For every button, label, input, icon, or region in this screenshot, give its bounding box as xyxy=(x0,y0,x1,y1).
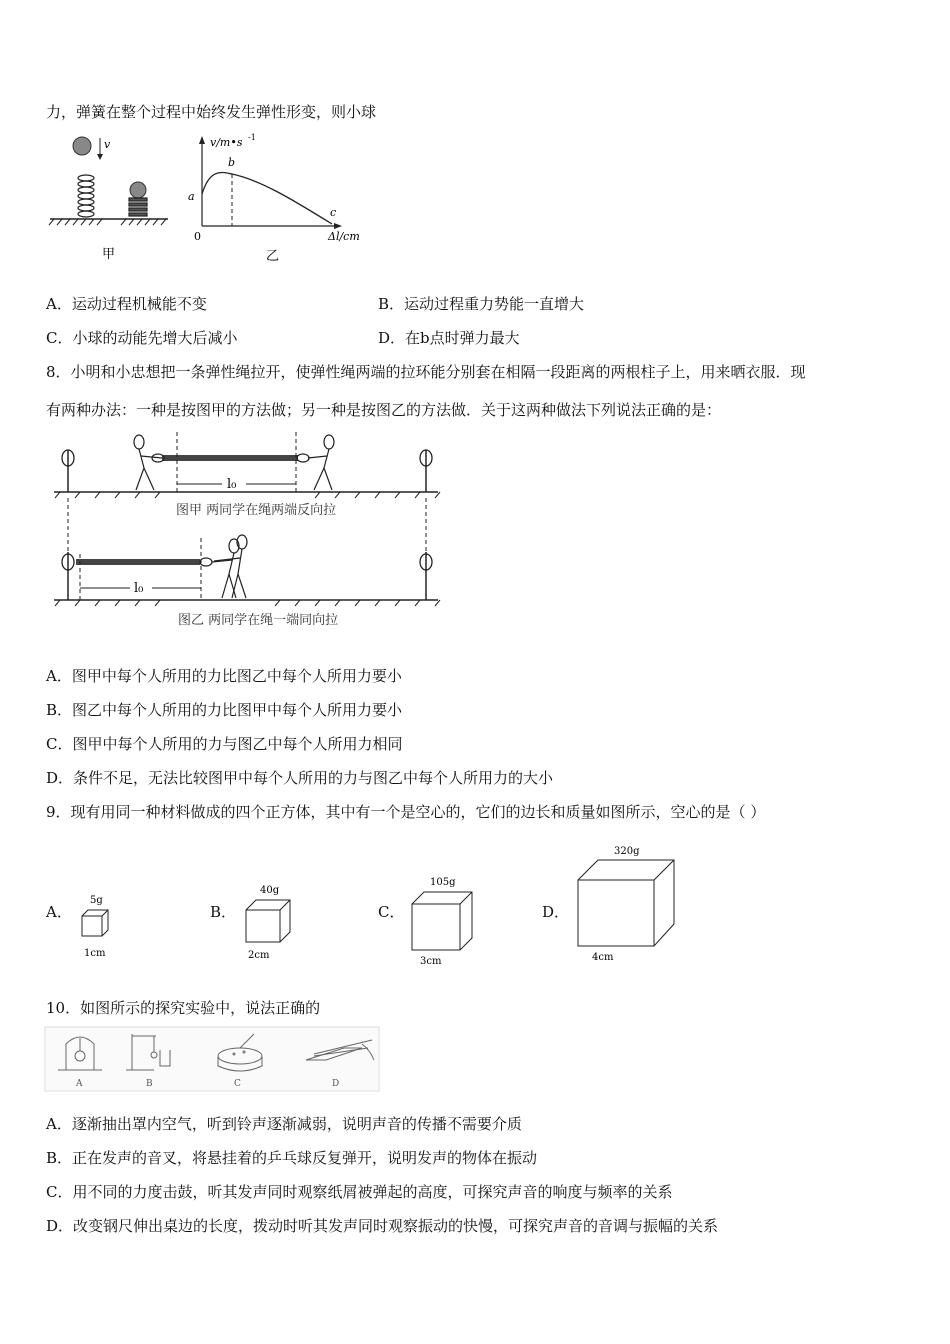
cube-c-edge: 3cm xyxy=(420,956,442,967)
figure-yi-scene xyxy=(54,535,440,628)
q7-figure-graph xyxy=(180,128,380,266)
caption-figure-jia: 图甲 两同学在绳两端反向拉 xyxy=(176,503,337,518)
q8-option-a[interactable]: A．图甲中每个人所用的力比图乙中每个人所用力要小 xyxy=(46,667,402,685)
cube-b-mass: 40g xyxy=(260,885,280,896)
q7-stem-tail: 力，弹簧在整个过程中始终发生弹性形变，则小球 xyxy=(46,103,377,121)
exp-label-d: D xyxy=(332,1079,340,1089)
point-c: c xyxy=(330,206,337,219)
cube-a-mass: 5g xyxy=(90,895,103,906)
q10-stem: 10．如图所示的探究实验中，说法正确的 xyxy=(46,999,321,1017)
cube-c-mass: 105g xyxy=(430,877,456,888)
cube-b-edge: 2cm xyxy=(248,950,270,961)
q7-figure-spring xyxy=(46,132,176,262)
length-label-top: l₀ xyxy=(227,477,237,492)
q8-option-d[interactable]: D．条件不足，无法比较图甲中每个人所用的力与图乙中每个人所用力的大小 xyxy=(46,769,554,787)
q9-cube-b xyxy=(238,880,308,964)
y-axis-sup: -1 xyxy=(248,133,256,142)
cube-a-edge: 1cm xyxy=(84,948,106,959)
q7-option-a[interactable]: A．运动过程机械能不变 xyxy=(46,295,207,313)
ball-falling-icon xyxy=(73,137,91,155)
person-icon xyxy=(134,435,144,449)
q9-option-c-letter[interactable]: C． xyxy=(378,903,405,921)
velocity-curve xyxy=(202,173,332,224)
q9-cube-c xyxy=(404,872,484,968)
length-label-bottom: l₀ xyxy=(134,581,144,596)
q10-figure-experiments xyxy=(44,1026,380,1092)
q8-option-b[interactable]: B．图乙中每个人所用的力比图甲中每个人所用力要小 xyxy=(46,701,403,719)
exp-label-b: B xyxy=(146,1079,153,1089)
elastic-rope xyxy=(162,455,298,461)
q10-option-b[interactable]: B．正在发声的音叉，将悬挂着的乒乓球反复弹开，说明发声的物体在振动 xyxy=(46,1149,538,1167)
q7-option-b[interactable]: B．运动过程重力势能一直增大 xyxy=(378,295,585,313)
caption-yi: 乙 xyxy=(266,249,280,264)
point-b: b xyxy=(228,156,236,169)
y-axis-label: v/m•s xyxy=(210,136,243,149)
q9-cube-d xyxy=(570,838,680,968)
q7-option-c[interactable]: C．小球的动能先增大后减小 xyxy=(46,329,238,347)
exp-label-a: A xyxy=(76,1079,83,1089)
q7-option-d[interactable]: D．在b点时弹力最大 xyxy=(378,329,520,347)
q10-option-a[interactable]: A．逐渐抽出罩内空气，听到铃声逐渐减弱，说明声音的传播不需要介质 xyxy=(46,1115,522,1133)
point-a: a xyxy=(188,190,195,203)
q9-stem: 9．现有用同一种材料做成的四个正方体，其中有一个是空心的，它们的边长和质量如图所示，空心的是（ ） xyxy=(46,803,766,821)
q9-option-a-letter[interactable]: A． xyxy=(46,903,72,921)
person-icon xyxy=(324,435,334,449)
q10-option-d[interactable]: D．改变钢尺伸出桌边的长度，拨动时听其发声同时观察振动的快慢，可探究声音的音调与振幅的关系 xyxy=(46,1217,719,1235)
caption-jia: 甲 xyxy=(102,247,116,262)
q8-stem-line1: 8．小明和小忠想把一条弹性绳拉开，使弹性绳两端的拉环能分别套在相隔一段距离的两根柱子上，用来晒衣服．现 xyxy=(46,363,806,381)
q8-option-c[interactable]: C．图甲中每个人所用的力与图乙中每个人所用力相同 xyxy=(46,735,403,753)
q9-option-d-letter[interactable]: D． xyxy=(542,903,570,921)
spring-relaxed-icon xyxy=(78,175,94,217)
q8-figure-rope xyxy=(46,428,446,634)
cube-d-mass: 320g xyxy=(614,846,640,857)
spring-compressed-icon xyxy=(129,198,147,216)
caption-figure-yi: 图乙 两同学在绳一端同向拉 xyxy=(178,613,339,628)
ball-on-spring-icon xyxy=(130,182,146,198)
q9-cube-a xyxy=(74,890,124,964)
label-v: v xyxy=(104,138,111,151)
elastic-rope xyxy=(76,559,200,565)
q9-option-b-letter[interactable]: B． xyxy=(210,903,237,921)
q10-option-c[interactable]: C．用不同的力度击鼓，听其发声同时观察纸屑被弹起的高度，可探究声音的响度与频率的关系 xyxy=(46,1183,673,1201)
origin-label: 0 xyxy=(194,230,201,243)
cube-d-edge: 4cm xyxy=(592,952,614,963)
q8-stem-line2: 有两种办法：一种是按图甲的方法做；另一种是按图乙的方法做．关于这两种做法下列说法正确的是： xyxy=(46,401,722,419)
figure-jia-scene xyxy=(54,432,440,518)
x-axis-label: Δl/cm xyxy=(328,230,360,243)
exp-label-c: C xyxy=(234,1079,241,1089)
